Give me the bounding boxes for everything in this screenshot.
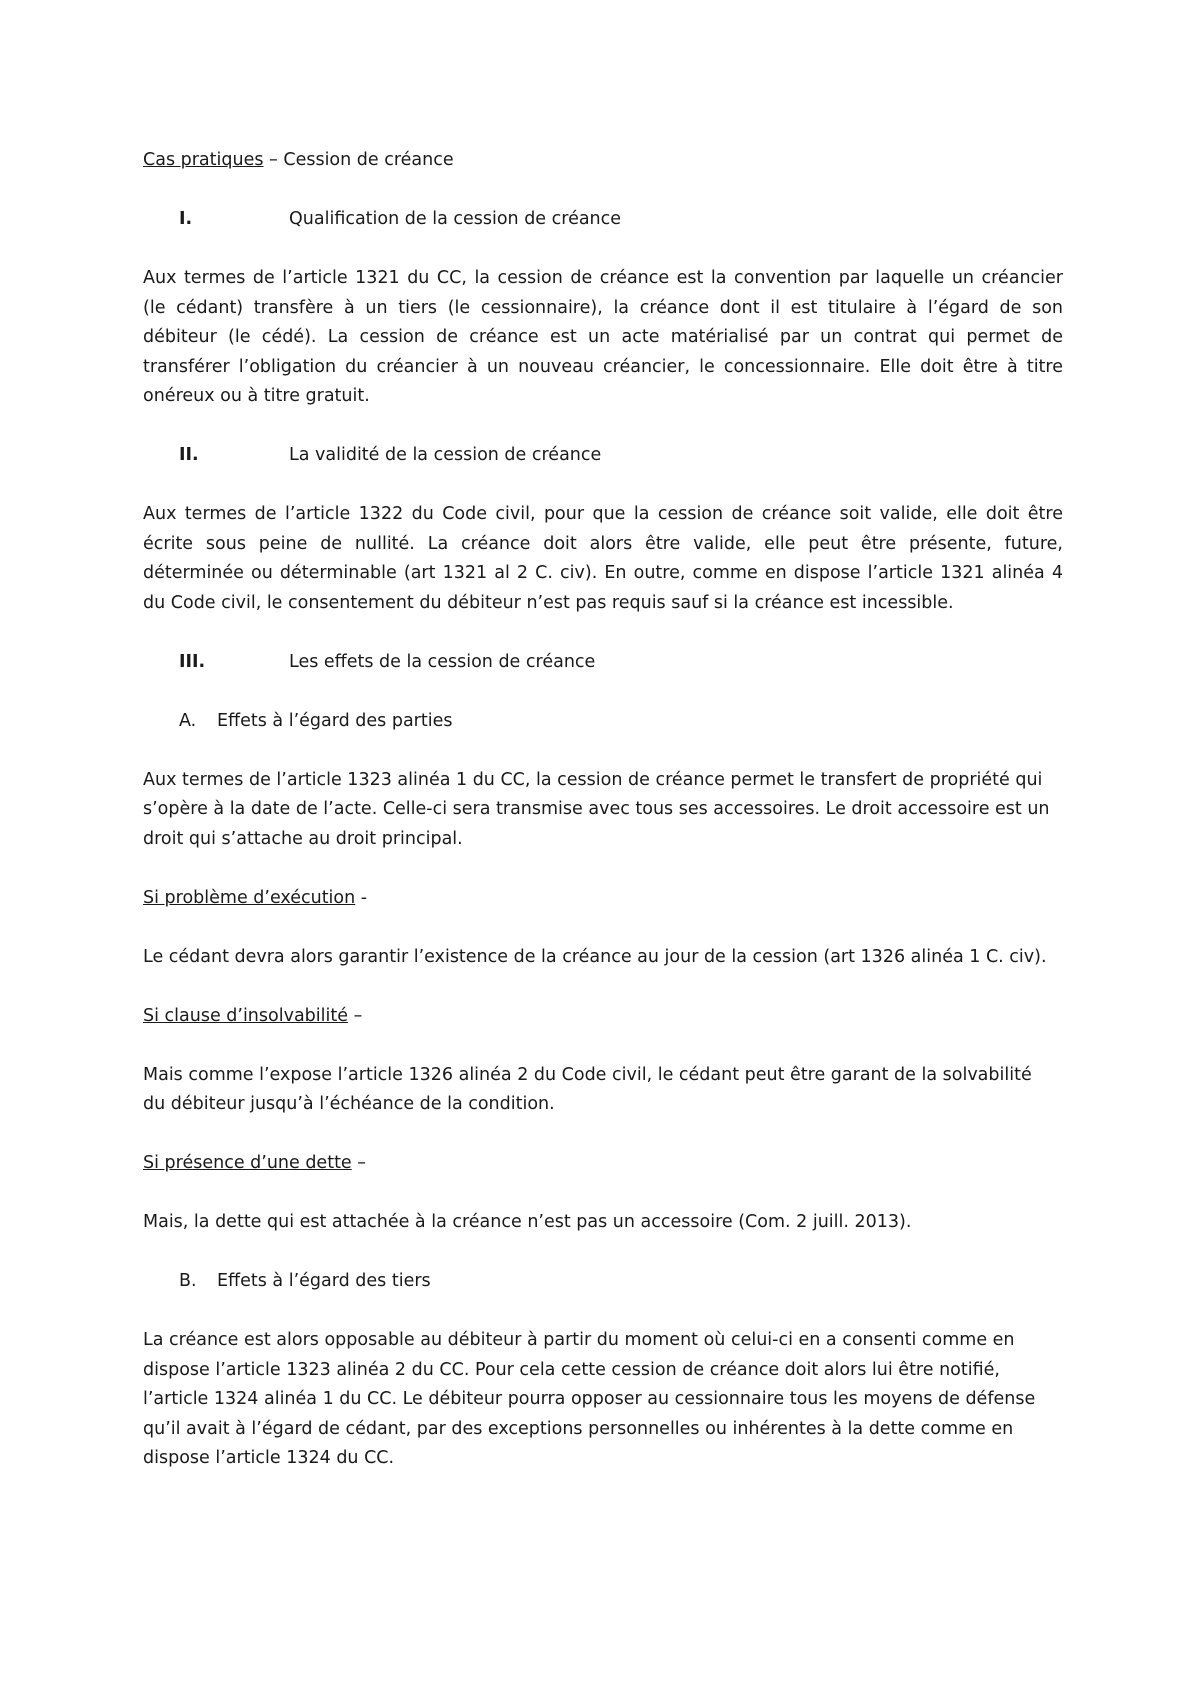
case-2-label — [143, 1002, 1063, 1032]
document-title — [143, 146, 1063, 176]
paragraph-line: Aux termes de l’article 1322 du Code civil, pour que la cession de créance soit valide, elle doit être — [143, 504, 1063, 524]
title-underlined: Cas pratiques — [143, 150, 264, 170]
subsection-a-paragraph — [143, 766, 1063, 855]
case-3-label-suffix: – — [351, 1153, 367, 1173]
section-2-number: II. — [179, 445, 199, 465]
subsection-b-paragraph — [143, 1326, 1063, 1474]
subsection-b-heading — [143, 1267, 1063, 1297]
paragraph-line: dispose l’article 1324 du CC. — [143, 1448, 395, 1468]
case-3-text: Mais, la dette qui est attachée à la créance n’est pas un accessoire (Com. 2 juill. 2013). — [143, 1212, 912, 1232]
paragraph-line: Aux termes de l’article 1323 alinéa 1 du CC, la cession de créance permet le transfert de propriété qui — [143, 769, 1043, 790]
section-2-heading — [143, 441, 1063, 471]
subsection-b-number: B. — [179, 1271, 197, 1291]
section-3-heading — [143, 648, 1063, 678]
subsection-b-title: Effets à l’égard des tiers — [217, 1271, 431, 1291]
paragraph-line: s’opère à la date de l’acte. Celle-ci sera transmise avec tous ses accessoires. Le droit accessoire est un — [143, 799, 1050, 819]
subsection-a-heading — [143, 707, 1063, 737]
title-rest: – Cession de créance — [263, 150, 454, 170]
case-3-label-text: Si présence d’une dette — [143, 1153, 352, 1173]
paragraph-line: transférer l’obligation du créancier à un nouveau créancier, le concessionnaire. Elle doit être à titre — [143, 356, 1063, 377]
section-2-paragraph — [143, 500, 1063, 618]
paragraph-line: écrite sous peine de nullité. La créance doit alors être valide, elle peut être présente, future, — [143, 533, 1063, 554]
paragraph-line: Mais comme l’expose l’article 1326 alinéa 2 du Code civil, le cédant peut être garant de la solvabilité — [143, 1064, 1032, 1085]
section-1-heading — [143, 205, 1063, 235]
paragraph-line: déterminée ou déterminable (art 1321 al 2 C. civ). En outre, comme en dispose l’article 1321 alinéa 4 — [143, 563, 1063, 583]
case-1-label-suffix: - — [355, 887, 368, 908]
paragraph-line: (le cédant) transfère à un tiers (le cessionnaire), la créance dont il est titulaire à l’égard de son — [143, 297, 1063, 318]
case-1-text: Le cédant devra alors garantir l’existence de la créance au jour de la cession (art 1326 alinéa 1 C. civ). — [143, 946, 1047, 967]
subsection-a-number: A. — [179, 710, 197, 731]
section-1-number: I. — [179, 209, 193, 229]
section-3-title: Les effets de la cession de créance — [289, 651, 596, 672]
paragraph-line: dispose l’article 1323 alinéa 2 du CC. Pour cela cette cession de créance doit alors lui être notifié, — [143, 1359, 1000, 1380]
paragraph-line: du Code civil, le consentement du débiteur n’est pas requis sauf si la créance est incessible. — [143, 592, 954, 613]
paragraph-line: débiteur (le cédé). La cession de créance est un acte matérialisé par un contrat qui permet de — [143, 327, 1063, 347]
paragraph-line: droit qui s’attache au droit principal. — [143, 828, 463, 849]
case-2-label-suffix: – — [348, 1005, 363, 1026]
section-1-paragraph — [143, 264, 1063, 412]
section-3-number: III. — [179, 651, 206, 672]
case-1-label-text: Si problème d’exécution — [143, 887, 356, 908]
section-2-title: La validité de la cession de créance — [289, 445, 602, 465]
paragraph-line: onéreux ou à titre gratuit. — [143, 386, 370, 406]
case-2-paragraph — [143, 1061, 1063, 1120]
paragraph-line: qu’il avait à l’égard de cédant, par des exceptions personnelles ou inhérentes à la dette comme en — [143, 1418, 1014, 1439]
section-1-title: Qualification de la cession de créance — [289, 209, 622, 229]
case-3-label — [143, 1149, 1063, 1179]
paragraph-line: l’article 1324 alinéa 1 du CC. Le débiteur pourra opposer au cessionnaire tous les moyens de défense — [143, 1389, 1036, 1409]
paragraph-line: du débiteur jusqu’à l’échéance de la condition. — [143, 1094, 555, 1114]
paragraph-line: Aux termes de l’article 1321 du CC, la cession de créance est la convention par laquelle un créancier — [143, 268, 1063, 288]
document-content — [143, 146, 1063, 1503]
case-1-label — [143, 884, 1063, 914]
case-2-label-text: Si clause d’insolvabilité — [143, 1005, 348, 1026]
subsection-a-title: Effets à l’égard des parties — [217, 710, 453, 731]
paragraph-line: La créance est alors opposable au débiteur à partir du moment où celui-ci en a consenti comme en — [143, 1330, 1015, 1350]
